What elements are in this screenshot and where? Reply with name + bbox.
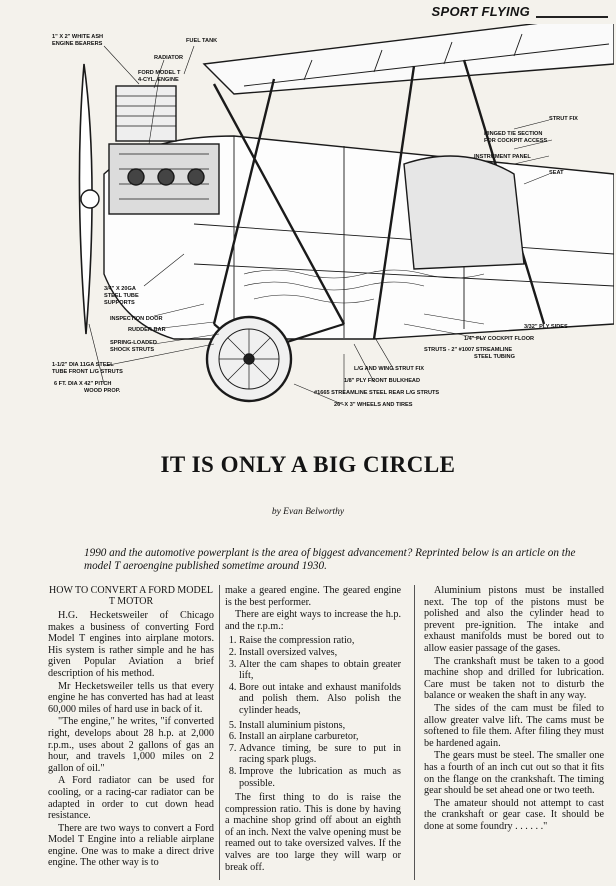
- list-item: 3. Alter the cam shapes to obtain greater lift,: [239, 659, 401, 682]
- section-heading: HOW TO CONVERT A FORD MODEL T MOTOR: [49, 585, 213, 607]
- list-item: 4. Bore out intake and exhaust manifolds and polish them. Also polish the cylinder heads,: [239, 682, 401, 717]
- airplane-cutaway-illustration: [44, 24, 614, 424]
- article-intro: 1990 and the automotive powerplant is the area of biggest advancement? Reprinted below is an article on the model T aeroengine published sometime around 1930.: [84, 547, 576, 572]
- paragraph: The sides of the cam must be filed to allow greater valve lift. The cams must be softened to file them. After filing they must be hardened again.: [424, 702, 604, 749]
- paragraph: Mr Hecketsweiler tells us that every engine he has converted has had at least 60,000 miles of hard use in back of it.: [48, 680, 214, 715]
- svg-text:4-CYL. ENGINE: 4-CYL. ENGINE: [138, 77, 179, 83]
- svg-text:SHOCK STRUTS: SHOCK STRUTS: [110, 347, 155, 353]
- label-strut-fix-lg: L/G AND WING STRUT FIX: [354, 366, 425, 372]
- label-inspection-door: INSPECTION DOOR: [110, 316, 163, 322]
- column-3: [424, 585, 604, 833]
- svg-text:ENGINE BEARERS: ENGINE BEARERS: [52, 41, 103, 47]
- paragraph: A Ford radiator can be used for cooling, or a racing-car radiator can be adapted in order to cut down head resistance.: [48, 775, 214, 822]
- article-title: IT IS ONLY A BIG CIRCLE: [160, 452, 456, 477]
- svg-text:SUPPORTS: SUPPORTS: [104, 300, 135, 306]
- label-seat: SEAT: [549, 170, 564, 176]
- column-divider: [219, 585, 220, 880]
- steps-list-b: [225, 720, 401, 790]
- list-item: 7. Advance timing, be sure to put in racing spark plugs.: [239, 743, 401, 766]
- paragraph: make a geared engine. The geared engine is the best performer.: [225, 585, 401, 608]
- svg-text:STEEL TUBING: STEEL TUBING: [474, 354, 515, 360]
- label-wheels: 26" X 3" WHEELS AND TIRES: [334, 402, 413, 408]
- label-cockpit-floor: 1/4" PLY COCKPIT FLOOR: [464, 336, 535, 342]
- label-rudder-bar: RUDDER BAR: [128, 327, 166, 333]
- radiator: [116, 86, 176, 141]
- article-byline: by Evan Belworthy: [271, 507, 345, 517]
- paragraph: The crankshaft must be taken to a good machine shop and drilled for lubrication. Care must be taken not to disturb the balance or weaken the shaft in any way.: [424, 655, 604, 702]
- list-item: 5. Install aluminium pistons,: [239, 720, 401, 732]
- svg-text:FOR COCKPIT ACCESS: FOR COCKPIT ACCESS: [484, 138, 548, 144]
- label-streamline-struts: STRUTS - 2" #1007 STREAMLINE: [424, 347, 513, 353]
- list-item: 8. Improve the lubrication as much as possible.: [239, 766, 401, 789]
- svg-text:WOOD PROP.: WOOD PROP.: [84, 388, 121, 394]
- svg-text:STEEL TUBE: STEEL TUBE: [104, 293, 139, 299]
- label-radiator: RADIATOR: [154, 55, 184, 61]
- paragraph: There are two ways to convert a Ford Model T Engine into a reliable airplane engine. One was to make a direct drive engine. The other way is to: [48, 822, 214, 869]
- label-prop: 6 FT. DIA X 42" PITCH: [54, 381, 112, 387]
- svg-text:TUBE FRONT L/G STRUTS: TUBE FRONT L/G STRUTS: [52, 369, 123, 375]
- label-strut-fix: STRUT FIX: [549, 116, 578, 122]
- paragraph: The amateur should not attempt to cast the crankshaft or gear case. It should be done at some foundry . . . . . .": [424, 797, 604, 832]
- steps-list-a: [225, 635, 401, 716]
- paragraph: H.G. Hecketsweiler of Chicago makes a business of converting Ford Model T engines into airplane motors. His system is rather simple and he has given Popular Aviation a brief description of his method.: [48, 610, 214, 679]
- column-1: [48, 585, 214, 870]
- paragraph: The gears must be steel. The smaller one has a fourth of an inch cut out so that it fits on the flange on the crankshaft. The timing gear should be set ahead one or two teeth.: [424, 750, 604, 797]
- label-front-lg: 1-1/2" DIA 11GA STEEL: [52, 362, 114, 368]
- label-instrument-panel: INSTRUMENT PANEL: [474, 154, 531, 160]
- section-header: [398, 6, 608, 20]
- label-engine: FORD MODEL T: [138, 70, 181, 76]
- label-hinged-section: HINGED T/E SECTION: [484, 131, 543, 137]
- section-label: SPORT FLYING: [431, 4, 530, 19]
- column-2: [225, 585, 401, 874]
- paragraph: The first thing to do is raise the compression ratio. This is done by having a machine shop grind off about an eighth of an inch. Next the valve opening must be reamed out to take oversized valves. If the valves are too large they will warp or break off.: [225, 792, 401, 873]
- paragraph: "The engine," he writes, "if converted right, develops about 28 h.p. at 2,000 r.p.m., uses about 2 gallons of gas an hour, and travels 1,000 miles on 2 gallon of oil.": [48, 716, 214, 774]
- label-ply-sides: 3/32" PLY SIDES: [524, 324, 568, 330]
- label-rear-lg: #1665 STREAMLINE STEEL REAR L/G STRUTS: [314, 390, 440, 396]
- cockpit: [404, 156, 524, 269]
- label-shock-struts: SPRING-LOADED: [110, 340, 157, 346]
- paragraph: Aluminium pistons must be installed next. The top of the pistons must be polished and also the cylinder head to prevent pre-ignition. The intake and exhaust manifolds must be bored out to allow easier passage of the gases.: [424, 585, 604, 654]
- label-steel-tube: 3/4" X 20GA: [104, 286, 136, 292]
- label-fuel-tank: FUEL TANK: [186, 38, 218, 44]
- list-item: 2. Install oversized valves,: [239, 647, 401, 659]
- header-rule: [536, 16, 608, 18]
- label-engine-bearers: 1" X 2" WHITE ASH: [52, 34, 104, 40]
- list-item: 1. Raise the compression ratio,: [239, 635, 401, 647]
- list-item: 6. Install an airplane carburetor,: [239, 731, 401, 743]
- label-bulkhead: 1/8" PLY FRONT BULKHEAD: [344, 378, 421, 384]
- column-divider: [414, 585, 415, 880]
- paragraph: There are eight ways to increase the h.p. and the r.p.m.:: [225, 609, 401, 632]
